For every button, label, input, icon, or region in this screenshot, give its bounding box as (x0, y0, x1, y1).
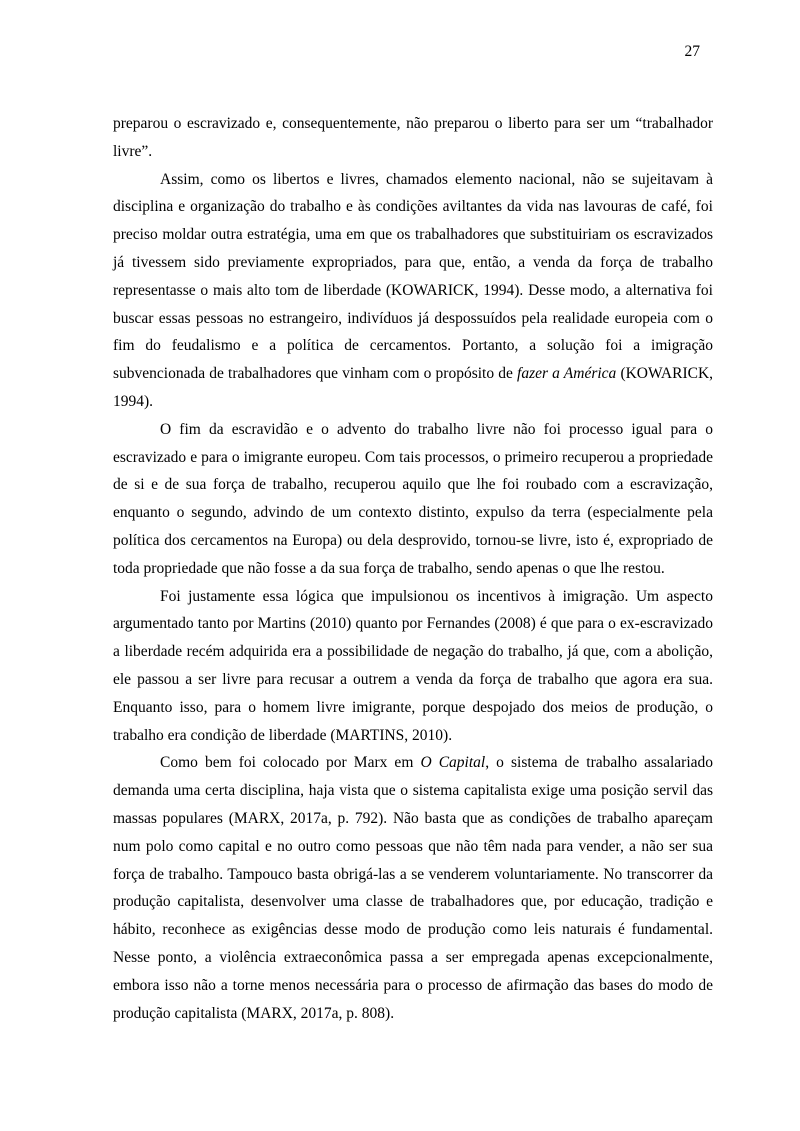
page-number: 27 (684, 43, 700, 60)
paragraph (113, 110, 713, 166)
paragraph (113, 583, 713, 750)
paragraph-text: Como bem foi colocado por Marx em (160, 754, 421, 772)
page-content (113, 110, 713, 1027)
paragraph-text: Assim, como os libertos e livres, chamados elemento nacional, não se sujeitavam à disciplina e organização do trabalho e às condições aviltantes da vida nas lavouras de café, foi preciso moldar outra estratégia, uma em que os trabalhadores que substituiriam os escravizados já tivessem sido previamente expropriados, para que, então, a venda da força de trabalho representasse o mais alto tom de liberdade (KOWARICK, 1994). Desse modo, a alternativa foi buscar essas pessoas no estrangeiro, indivíduos já despossuídos pela realidade europeia com o fim do feudalismo e a política de cercamentos. Portanto, a solução foi a imigração subvencionada de trabalhadores que vinham com o propósito de (113, 170, 713, 383)
paragraph (113, 166, 713, 416)
paragraph-text: (KOWARICK, 1994). (113, 365, 714, 410)
italic-phrase: fazer a América (517, 365, 617, 383)
paragraph-text: Foi justamente essa lógica que impulsionou os incentivos à imigração. Um aspecto argumentado tanto por Martins (2010) quanto por Fernandes (2008) é que para o ex-escravizado a liberdade recém adquirida era a possibilidade de negação do trabalho, já que, com a abolição, ele passou a ser livre para recusar a outrem a venda da força de trabalho que agora era sua. Enquanto isso, para o homem livre imigrante, porque despojado dos meios de produção, o trabalho era condição de liberdade (MARTINS, 2010). (113, 587, 713, 744)
paragraph (113, 749, 713, 1027)
paragraph (113, 416, 713, 583)
italic-book-title: O Capital (420, 754, 486, 772)
paragraph-text: , o sistema de trabalho assalariado demanda uma certa disciplina, haja vista que o sistema capitalista exige uma posição servil das massas populares (MARX, 2017a, p. 792). Não basta que as condições de trabalho apareçam num polo como capital e no outro como pessoas que não têm nada para vender, a não ser sua força de trabalho. Tampouco basta obrigá-las a se venderem voluntariamente. No transcorrer da produção capitalista, desenvolver uma classe de trabalhadores que, por educação, tradição e hábito, reconhece as exigências desse modo de produção como leis naturais é fundamental. Nesse ponto, a violência extraeconômica passa a ser empregada apenas excepcionalmente, embora isso não a torne menos necessária para o processo de afirmação das bases do modo de produção capitalista (MARX, 2017a, p. 808). (113, 754, 714, 1022)
paragraph-text: preparou o escravizado e, consequentemente, não preparou o liberto para ser um “trabalhador livre”. (113, 115, 713, 160)
paragraph-text: O fim da escravidão e o advento do trabalho livre não foi processo igual para o escravizado e para o imigrante europeu. Com tais processos, o primeiro recuperou a propriedade de si e de sua força de trabalho, recuperou aquilo que lhe foi roubado com a escravização, enquanto o segundo, advindo de um contexto distinto, expulso da terra (especialmente pela política dos cercamentos na Europa) ou dela desprovido, tornou-se livre, isto é, expropriado de toda propriedade que não fosse a da sua força de trabalho, sendo apenas o que lhe restou. (113, 420, 713, 577)
